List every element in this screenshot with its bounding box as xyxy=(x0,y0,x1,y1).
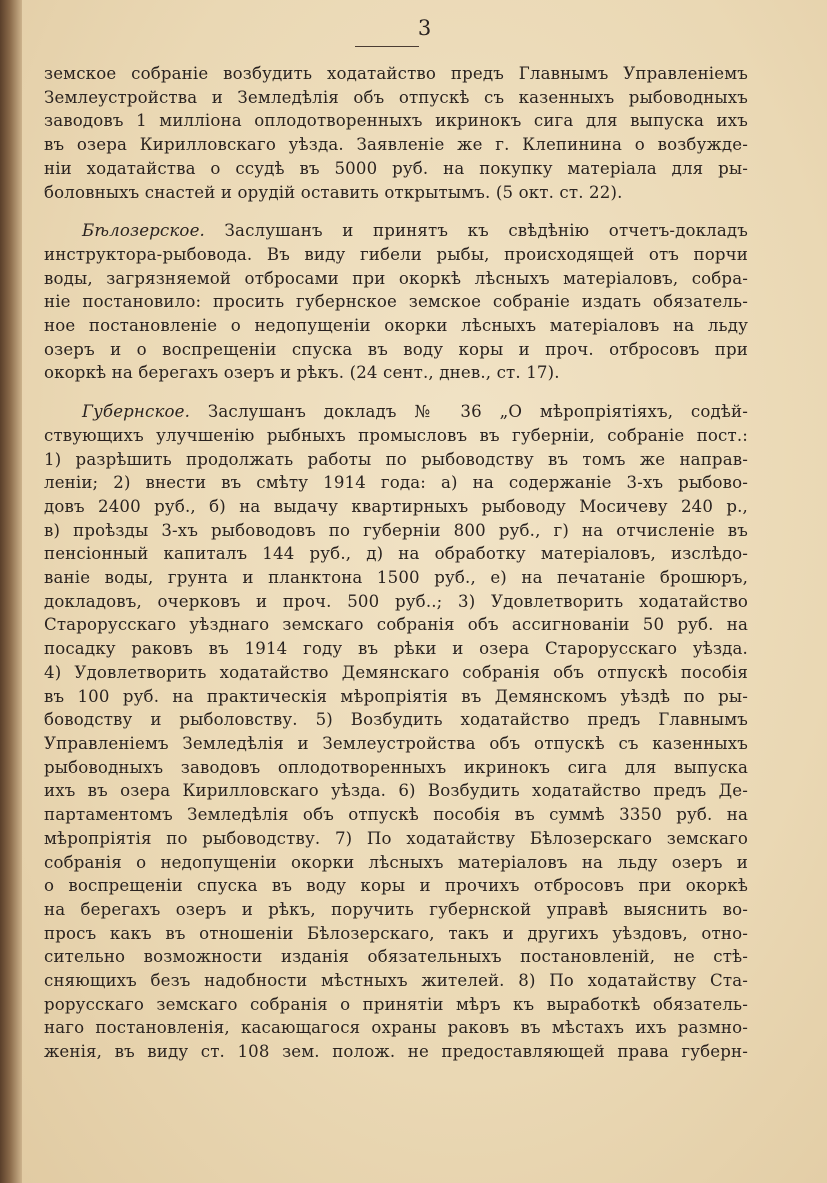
text-line: партаментомъ Земледѣлія объ отпускѣ пособія въ суммѣ 3350 руб. на xyxy=(44,805,748,825)
text-line: окоркѣ на берегахъ озеръ и рѣкъ. (24 сент., днев., ст. 17). xyxy=(44,363,560,383)
paragraph-gubernskoe xyxy=(44,400,748,1064)
text-line: въ озера Кирилловскаго уѣзда. Заявленіе же г. Клепинина о возбужде- xyxy=(44,135,748,155)
text-line: ніе постановило: просить губернское земское собраніе издать обязатель- xyxy=(44,292,748,312)
text-line: въ 100 руб. на практическія мѣропріятія въ Демянскомъ уѣздѣ по ры- xyxy=(44,686,748,706)
text-line: ное постановленіе о недопущеніи окорки лѣсныхъ матеріаловъ на льду xyxy=(44,316,748,336)
text-line: рорусскаго земскаго собранія о принятіи мѣръ къ выработкѣ обязатель- xyxy=(44,994,748,1014)
book-binding-edge xyxy=(0,0,22,1183)
text-line: инструктора-рыбовода. Въ виду гибели рыбы, происходящей отъ порчи xyxy=(44,244,748,264)
paragraph-continuation xyxy=(44,62,748,204)
document-page xyxy=(22,0,827,1183)
text-line: земское собраніе возбудить ходатайство предъ Главнымъ Управленіемъ xyxy=(44,64,748,83)
paragraph-belozerskoe xyxy=(44,219,748,385)
text-line: Землеустройства и Земледѣлія объ отпускѣ съ казенныхъ рыбоводныхъ xyxy=(44,87,748,107)
text-line: посадку раковъ въ 1914 году въ рѣки и озера Старорусскаго уѣзда. xyxy=(44,639,748,659)
text-line: Управленіемъ Земледѣлія и Землеустройства объ отпускѣ съ казенныхъ xyxy=(44,733,748,753)
text-line xyxy=(44,219,748,243)
text-line: собранія о недопущеніи окорки лѣсныхъ матеріаловъ на льду озеръ и xyxy=(44,852,748,872)
text-line: озеръ и о воспрещеніи спуска въ воду коры и проч. отбросовъ при xyxy=(44,339,748,359)
page-number: 3 xyxy=(417,16,432,40)
section-heading: Бѣлозерское. xyxy=(82,221,205,241)
page-number-rule xyxy=(355,46,419,47)
paragraph-gap xyxy=(44,385,748,400)
text-line: на берегахъ озеръ и рѣкъ, поручить губернской управѣ выяснить во- xyxy=(44,899,748,919)
text-line: довъ 2400 руб., б) на выдачу квартирныхъ рыбоводу Мосичеву 240 р., xyxy=(44,496,748,516)
text-line xyxy=(44,400,748,424)
text-line: боловныхъ снастей и орудій оставить открытымъ. (5 окт. ст. 22). xyxy=(44,182,623,202)
text-line: ніи ходатайства о ссудѣ въ 5000 руб. на покупку матеріала для ры- xyxy=(44,158,748,178)
body-text xyxy=(44,62,748,1064)
text-line: Старорусскаго уѣзднаго земскаго собранія объ ассигнованіи 50 руб. на xyxy=(44,615,748,635)
text-line: леніи; 2) внести въ смѣту 1914 года: а) на содержаніе 3-хъ рыбово- xyxy=(44,473,748,493)
text-line: 1) разрѣшить продолжать работы по рыбоводству въ томъ же направ- xyxy=(44,449,748,469)
text-line: просъ какъ въ отношеніи Бѣлозерскаго, такъ и другихъ уѣздовъ, отно- xyxy=(44,923,748,943)
text-run: Заслушанъ докладъ № 36 „О мѣропріятіяхъ, содѣй- xyxy=(207,402,748,422)
text-line: 4) Удовлетворить ходатайство Демянскаго собранія объ отпускѣ пособія xyxy=(44,662,748,682)
text-line: заводовъ 1 милліона оплодотворенныхъ икринокъ сига для выпуска ихъ xyxy=(44,111,748,131)
text-line: пенсіонный капиталъ 144 руб., д) на обработку матеріаловъ, изслѣдо- xyxy=(44,544,748,564)
text-line: сительно возможности изданія обязательныхъ постановленій, не стѣ- xyxy=(44,947,748,967)
paragraph-gap xyxy=(44,204,748,219)
text-line: мѣропріятія по рыбоводству. 7) По ходатайству Бѣлозерскаго земскаго xyxy=(44,828,748,848)
text-line: воды, загрязняемой отбросами при окоркѣ лѣсныхъ матеріаловъ, собра- xyxy=(44,268,748,288)
text-line: ваніе воды, грунта и планктона 1500 руб., е) на печатаніе брошюръ, xyxy=(44,568,748,588)
text-line: ихъ въ озера Кирилловскаго уѣзда. 6) Возбудить ходатайство предъ Де- xyxy=(44,781,748,801)
text-line: докладовъ, очерковъ и проч. 500 руб..; 3) Удовлетворить ходатайство xyxy=(44,591,748,611)
text-line: женія, въ виду ст. 108 зем. полож. не предоставляющей права губерн- xyxy=(44,1042,748,1062)
text-line: ствующихъ улучшенію рыбныхъ промысловъ въ губерніи, собраніе пост.: xyxy=(44,425,748,445)
text-line: рыбоводныхъ заводовъ оплодотворенныхъ икринокъ сига для выпуска xyxy=(44,757,748,777)
text-run: Заслушанъ и принятъ къ свѣдѣнію отчетъ-докладъ xyxy=(224,221,748,241)
text-line: в) проѣзды 3-хъ рыбоводовъ по губерніи 800 руб., г) на отчисленіе въ xyxy=(44,520,748,540)
text-line: наго постановленія, касающагося охраны раковъ въ мѣстахъ ихъ размно- xyxy=(44,1018,748,1038)
text-line: боводству и рыболовству. 5) Возбудить ходатайство предъ Главнымъ xyxy=(44,710,748,730)
text-line: сняющихъ безъ надобности мѣстныхъ жителей. 8) По ходатайству Ста- xyxy=(44,971,748,991)
section-heading: Губернское. xyxy=(82,402,191,422)
text-line: о воспрещеніи спуска въ воду коры и прочихъ отбросовъ при окоркѣ xyxy=(44,876,748,896)
